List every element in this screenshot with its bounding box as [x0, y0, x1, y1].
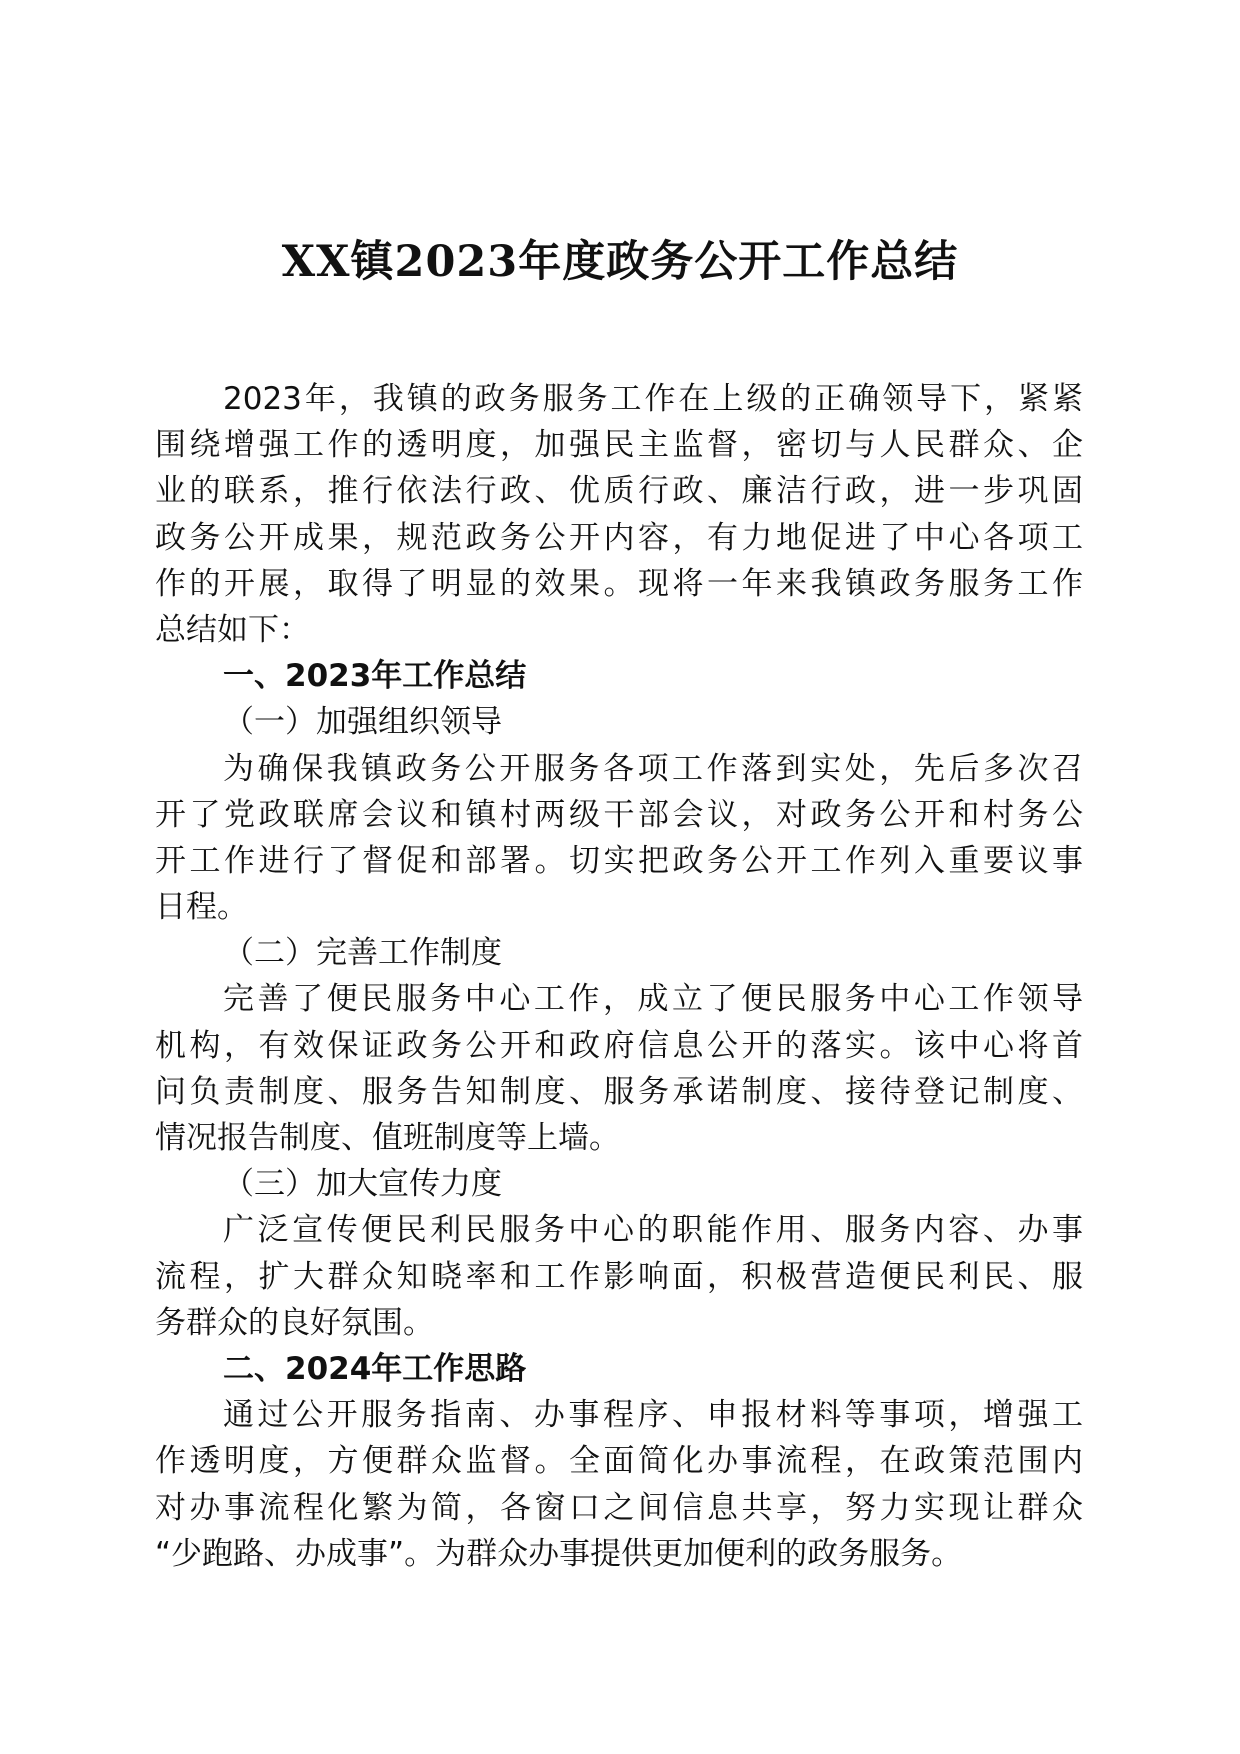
paragraph-line: 流程，扩大群众知晓率和工作影响面，积极营造便民利民、服	[155, 1258, 1083, 1295]
section-heading: 一、2023年工作总结	[223, 658, 527, 695]
paragraph-line: “少跑路、办成事”。为群众办事提供更加便利的政务服务。	[155, 1535, 963, 1572]
intro-paragraph	[155, 376, 1083, 653]
subsection-paragraph	[155, 1207, 1083, 1346]
paragraph-line: 总结如下：	[155, 611, 310, 648]
paragraph-line: 开了党政联席会议和镇村两级干部会议，对政务公开和村务公	[155, 796, 1083, 833]
subsection-paragraph	[155, 746, 1083, 931]
subsection-heading: （二）完善工作制度	[223, 935, 502, 972]
paragraph-line: 为确保我镇政务公开服务各项工作落到实处，先后多次召	[223, 750, 1083, 787]
paragraph-line: 日程。	[155, 889, 248, 926]
paragraph-line: 政务公开成果，规范政务公开内容，有力地促进了中心各项工	[155, 519, 1083, 556]
subsection-heading: （一）加强组织领导	[223, 704, 502, 741]
document-body	[155, 376, 1083, 1577]
paragraph-line: 业的联系，推行依法行政、优质行政、廉洁行政，进一步巩固	[155, 473, 1083, 510]
paragraph-line: 通过公开服务指南、办事程序、申报材料等事项，增强工	[223, 1397, 1083, 1434]
section-paragraph	[155, 1392, 1083, 1577]
paragraph-line: 2023年，我镇的政务服务工作在上级的正确领导下，紧紧	[223, 381, 1083, 417]
section-heading: 二、2024年工作思路	[223, 1350, 527, 1387]
paragraph-line: 开工作进行了督促和部署。切实把政务公开工作列入重要议事	[155, 842, 1083, 879]
paragraph-line: 情况报告制度、值班制度等上墙。	[155, 1120, 620, 1156]
subsection-paragraph	[155, 976, 1083, 1161]
paragraph-line: 作的开展，取得了明显的效果。现将一年来我镇政务服务工作	[155, 565, 1083, 602]
paragraph-line: 务群众的良好氛围。	[155, 1304, 434, 1341]
paragraph-line: 问负责制度、服务告知制度、服务承诺制度、接待登记制度、	[155, 1073, 1083, 1110]
paragraph-line: 完善了便民服务中心工作，成立了便民服务中心工作领导	[223, 981, 1083, 1018]
paragraph-line: 围绕增强工作的透明度，加强民主监督，密切与人民群众、企	[155, 427, 1083, 464]
paragraph-line: 机构，有效保证政务公开和政府信息公开的落实。该中心将首	[155, 1027, 1083, 1064]
document-title: XX镇2023年度政务公开工作总结	[281, 237, 959, 287]
paragraph-line: 对办事流程化繁为简，各窗口之间信息共享，努力实现让群众	[155, 1489, 1083, 1526]
paragraph-line: 广泛宣传便民利民服务中心的职能作用、服务内容、办事	[223, 1212, 1083, 1249]
subsection-heading: （三）加大宣传力度	[223, 1166, 502, 1203]
paragraph-line: 作透明度，方便群众监督。全面简化办事流程，在政策范围内	[155, 1443, 1083, 1480]
